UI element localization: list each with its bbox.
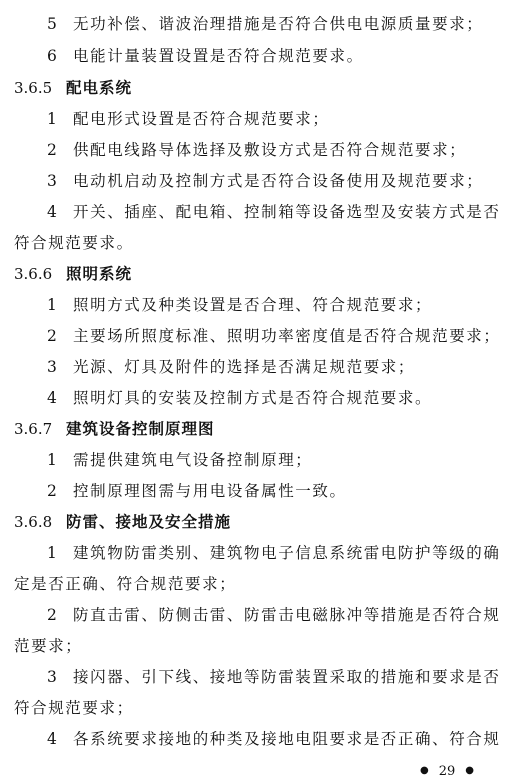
list-item-continuation: [0, 569, 510, 599]
item-text: 照明方式及种类设置是否合理、符合规范要求；: [73, 296, 433, 314]
item-text: 建筑物防雷类别、建筑物电子信息系统雷电防护等级的确: [73, 544, 501, 562]
list-item-continuation: [0, 631, 510, 661]
section-title: 防雷、接地及安全措施: [66, 513, 232, 531]
list-item: [0, 104, 510, 134]
list-item: [0, 197, 510, 227]
section-title: 建筑设备控制原理图: [66, 420, 215, 438]
section-number: 3.6.7: [14, 420, 53, 438]
item-text: 配电形式设置是否符合规范要求；: [73, 110, 330, 128]
list-item: [0, 135, 510, 165]
section-title: 照明系统: [66, 265, 133, 283]
section-heading: [0, 259, 510, 289]
list-item: [0, 724, 510, 754]
list-item-continuation: [0, 693, 510, 723]
list-item: [0, 600, 510, 630]
item-number: 2: [47, 327, 57, 345]
list-item: [0, 321, 510, 351]
section-heading: [0, 414, 510, 444]
section-number: 3.6.8: [14, 513, 53, 531]
item-text: 各系统要求接地的种类及接地电阻要求是否正确、符合规: [73, 730, 501, 748]
item-number: 6: [47, 47, 57, 65]
item-text: 主要场所照度标准、照明功率密度值是否符合规范要求；: [73, 327, 501, 345]
section-heading: [0, 507, 510, 537]
item-number: 4: [47, 203, 57, 221]
list-item-continuation: [0, 228, 510, 258]
section-heading: [0, 73, 510, 103]
item-number: 3: [47, 668, 57, 686]
item-text: 控制原理图需与用电设备属性一致。: [73, 482, 347, 500]
item-number: 1: [47, 451, 57, 469]
item-text: 需提供建筑电气设备控制原理；: [73, 451, 313, 469]
list-item: [0, 41, 510, 71]
page-footer: [410, 764, 484, 779]
list-item: [0, 290, 510, 320]
section-number: 3.6.5: [14, 79, 53, 97]
item-number: 3: [47, 358, 57, 376]
item-number: 4: [47, 389, 57, 407]
item-number: 3: [47, 172, 57, 190]
item-text: 电动机启动及控制方式是否符合设备使用及规范要求；: [73, 172, 484, 190]
page-number: 29: [438, 764, 456, 779]
item-text: 防直击雷、防侧击雷、防雷击电磁脉冲等措施是否符合规: [73, 606, 501, 624]
list-item: [0, 9, 510, 39]
list-item: [0, 383, 510, 413]
item-text: 无功补偿、谐波治理措施是否符合供电电源质量要求；: [73, 15, 484, 33]
section-number: 3.6.6: [14, 265, 53, 283]
item-text: 光源、灯具及附件的选择是否满足规范要求；: [73, 358, 416, 376]
item-text: 接闪器、引下线、接地等防雷装置采取的措施和要求是否: [73, 668, 501, 686]
bullet-dot-icon: ●: [420, 765, 429, 776]
item-text: 范要求；: [14, 637, 83, 655]
list-item: [0, 445, 510, 475]
list-item: [0, 476, 510, 506]
list-item: [0, 166, 510, 196]
list-item: [0, 538, 510, 568]
list-item: [0, 662, 510, 692]
item-text: 符合规范要求；: [14, 699, 134, 717]
item-number: 1: [47, 544, 57, 562]
item-number: 2: [47, 606, 57, 624]
item-text: 开关、插座、配电箱、控制箱等设备选型及安装方式是否: [73, 203, 501, 221]
item-number: 2: [47, 482, 57, 500]
item-number: 5: [47, 15, 57, 33]
item-text: 定是否正确、符合规范要求；: [14, 575, 237, 593]
item-number: 1: [47, 296, 57, 314]
item-number: 4: [47, 730, 57, 748]
item-text: 供配电线路导体选择及敷设方式是否符合规范要求；: [73, 141, 467, 159]
item-text: 符合规范要求。: [14, 234, 134, 252]
item-text: 照明灯具的安装及控制方式是否符合规范要求。: [73, 389, 433, 407]
item-text: 电能计量装置设置是否符合规范要求。: [73, 47, 364, 65]
bullet-dot-icon: ●: [465, 765, 475, 776]
section-title: 配电系统: [66, 79, 133, 97]
item-number: 2: [47, 141, 57, 159]
item-number: 1: [47, 110, 57, 128]
list-item: [0, 352, 510, 382]
